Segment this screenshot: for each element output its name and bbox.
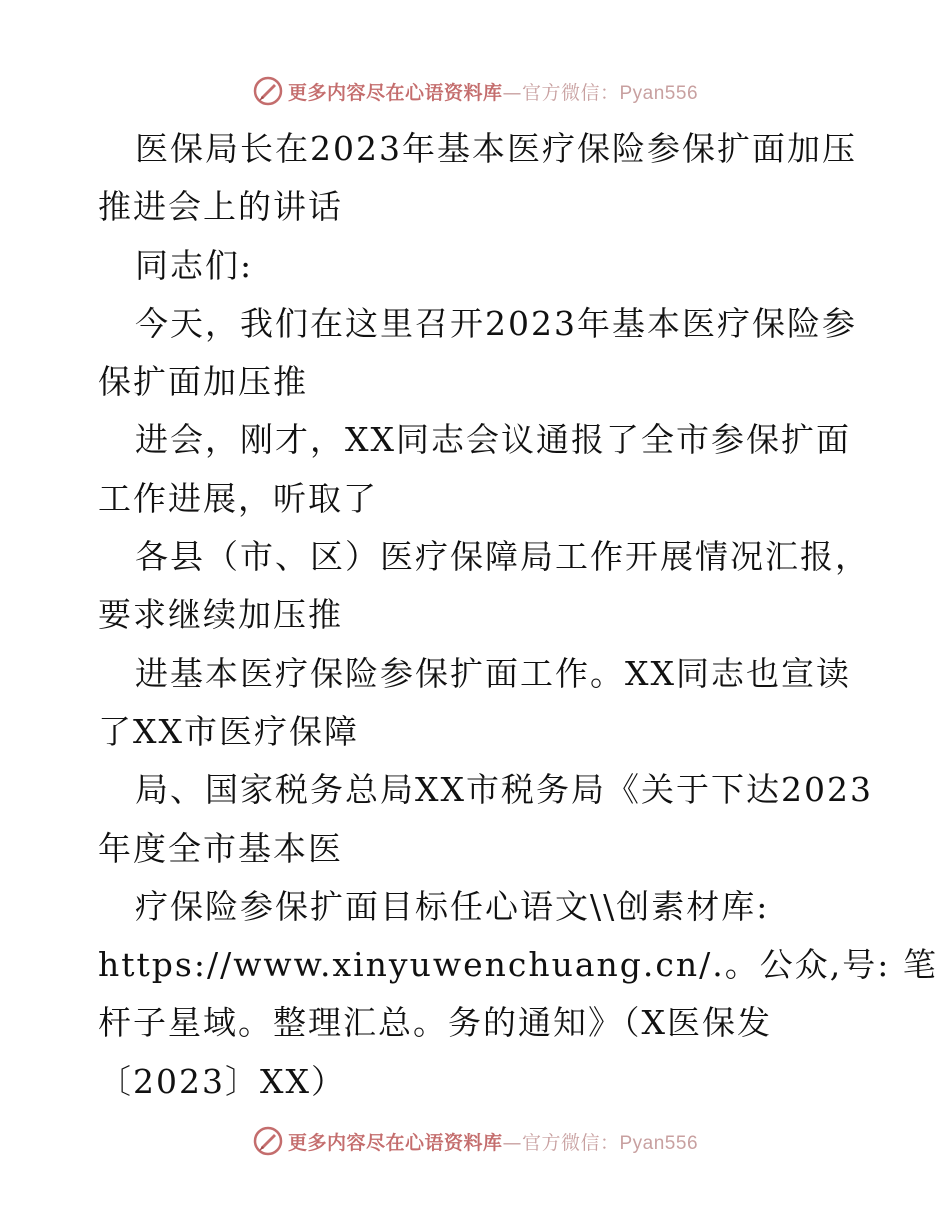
watermark-dash: —: [502, 81, 522, 104]
watermark-wechat-id: Pyan556: [619, 1132, 699, 1154]
watermark-label: 官方微信：: [521, 1131, 620, 1154]
body-line: 局、国家税务总局XX市税务局《关于下达2023: [135, 770, 873, 810]
body-line: 疗保险参保扩面目标任心语文\\创素材库:: [135, 886, 770, 926]
quill-logo-icon: [252, 1125, 284, 1157]
body-line: 进基本医疗保险参保扩面工作。XX同志也宣读: [135, 653, 851, 693]
salutation: 同志们:: [135, 245, 254, 285]
body-line: 工作进展，听取了: [98, 478, 378, 518]
footer-watermark: [0, 1121, 950, 1161]
body-line-url: https://www.xinyuwenchuang.cn/.。公众,号: 笔: [98, 945, 938, 985]
body-line: 了XX市医疗保障: [98, 711, 359, 751]
watermark-dash: —: [502, 1131, 522, 1154]
header-watermark: [0, 71, 950, 111]
body-line: 年度全市基本医: [98, 828, 343, 868]
body-line: 要求继续加压推: [98, 595, 343, 635]
body-line: 各县（市、区）医疗保障局工作开展情况汇报，: [135, 537, 870, 577]
quill-logo-icon: [252, 75, 284, 107]
document-title-line-1: 医保局长在2023年基本医疗保险参保扩面加压: [135, 129, 857, 168]
document-body: [98, 120, 938, 1111]
document-title-line-2: 推进会上的讲话: [98, 187, 343, 227]
watermark-text: [288, 1128, 698, 1155]
watermark-label: 官方微信：: [521, 81, 620, 104]
watermark-text: [288, 78, 698, 105]
watermark-brand: 更多内容尽在心语资料库: [287, 81, 503, 104]
body-line: 进会，刚才，XX同志会议通报了全市参保扩面: [135, 420, 851, 460]
watermark-wechat-id: Pyan556: [619, 82, 699, 104]
body-line: 〔2023〕XX）: [98, 1061, 346, 1101]
body-line: 今天，我们在这里召开2023年基本医疗保险参: [135, 303, 857, 343]
body-line: 杆子星域。整理汇总。务的通知》（X医保发: [98, 1003, 772, 1043]
body-line: 保扩面加压推: [98, 362, 308, 402]
watermark-brand: 更多内容尽在心语资料库: [287, 1131, 503, 1154]
